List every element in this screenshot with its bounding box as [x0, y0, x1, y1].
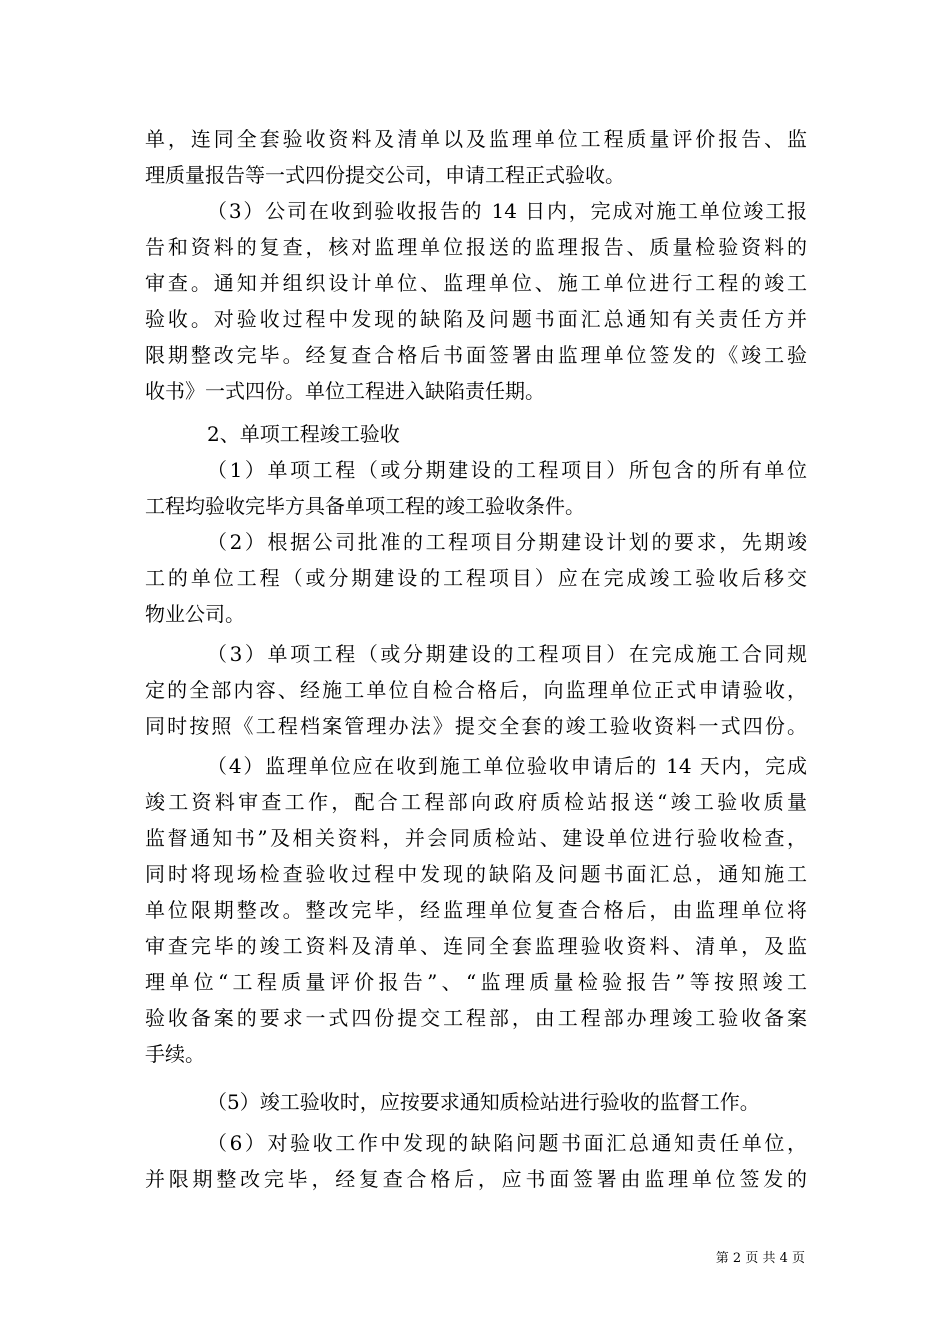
text-line: 审查。通知并组织设计单位、监理单位、施工单位进行工程的竣工 — [145, 271, 807, 295]
text-line: 告和资料的复查，核对监理单位报送的监理报告、质量检验资料的 — [145, 235, 807, 259]
text-line: 验收备案的要求一式四份提交工程部，由工程部办理竣工验收备案 — [145, 1006, 807, 1030]
page-number: 第 2 页 共 4 页 — [715, 1251, 805, 1266]
text-line: （2）根据公司批准的工程项目分期建设计划的要求，先期竣 — [207, 530, 807, 554]
text-line: 同时将现场检查验收过程中发现的缺陷及问题书面汇总，通知施工 — [145, 862, 807, 886]
text-line: 同时按照《工程档案管理办法》提交全套的竣工验收资料一式四份。 — [145, 714, 807, 738]
text-line: 物业公司。 — [145, 602, 245, 626]
text-line: （6）对验收工作中发现的缺陷问题书面汇总通知责任单位， — [207, 1131, 807, 1155]
text-line: （3）公司在收到验收报告的 14 日内，完成对施工单位竣工报 — [207, 199, 807, 223]
text-line: 单位限期整改。整改完毕，经监理单位复查合格后，由监理单位将 — [145, 898, 807, 922]
text-line: （5）竣工验收时，应按要求通知质检站进行验收的监督工作。 — [207, 1090, 760, 1114]
text-line: 收书》一式四份。单位工程进入缺陷责任期。 — [145, 379, 545, 403]
text-line: 审查完毕的竣工资料及清单、连同全套监理验收资料、清单，及监 — [145, 934, 807, 958]
text-line: （4）监理单位应在收到施工单位验收申请后的 14 天内，完成 — [207, 754, 807, 778]
text-line: 工的单位工程（或分期建设的工程项目）应在完成竣工验收后移交 — [145, 566, 807, 590]
text-line: 工程均验收完毕方具备单项工程的竣工验收条件。 — [145, 494, 585, 518]
text-line: 手续。 — [145, 1042, 205, 1066]
text-line: 定的全部内容、经施工单位自检合格后，向监理单位正式申请验收， — [145, 678, 807, 702]
text-line: （3）单项工程（或分期建设的工程项目）在完成施工合同规 — [207, 642, 807, 666]
text-line: 并限期整改完毕，经复查合格后，应书面签署由监理单位签发的 — [145, 1167, 807, 1191]
text-line: 竣工资料审查工作，配合工程部向政府质检站报送“竣工验收质量 — [145, 790, 807, 814]
text-line: 验收。对验收过程中发现的缺陷及问题书面汇总通知有关责任方并 — [145, 307, 807, 331]
section-heading: 2、单项工程竣工验收 — [207, 422, 400, 446]
text-line: 理单位“工程质量评价报告”、“监理质量检验报告”等按照竣工 — [145, 970, 807, 994]
text-line: 限期整改完毕。经复查合格后书面签署由监理单位签发的《竣工验 — [145, 343, 807, 367]
text-line: 单，连同全套验收资料及清单以及监理单位工程质量评价报告、监 — [145, 127, 807, 151]
text-line: 监督通知书”及相关资料，并会同质检站、建设单位进行验收检查， — [145, 826, 807, 850]
text-line: 理质量报告等一式四份提交公司，申请工程正式验收。 — [145, 163, 625, 187]
text-line: （1）单项工程（或分期建设的工程项目）所包含的所有单位 — [207, 458, 807, 482]
